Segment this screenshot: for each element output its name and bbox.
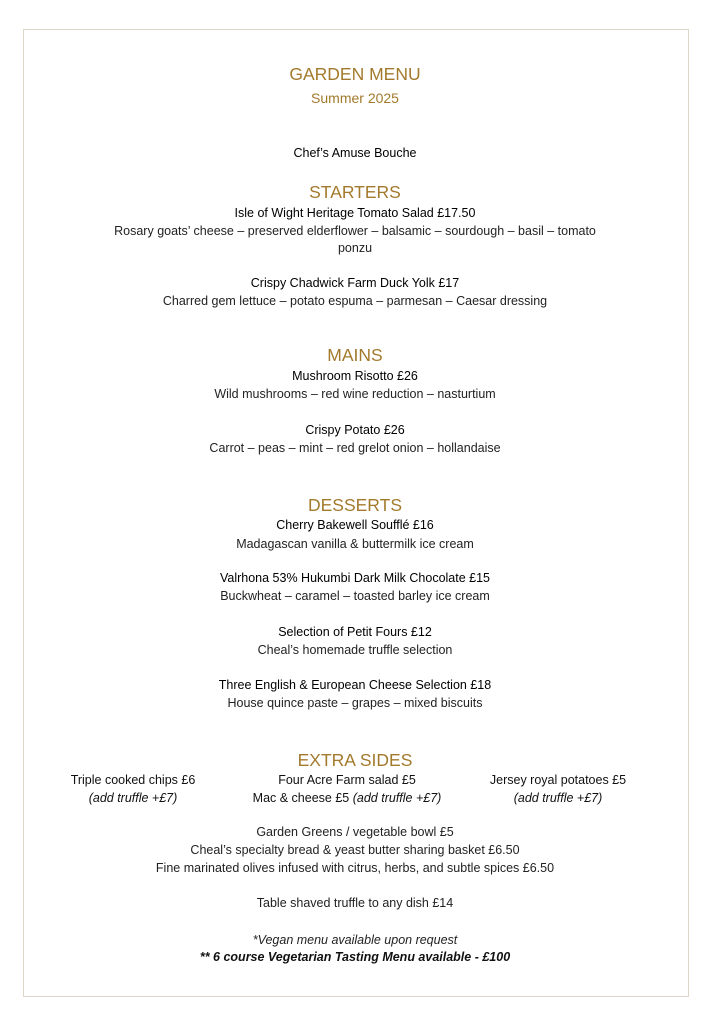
- dish-name: Crispy Potato £26: [305, 423, 405, 437]
- side-note: (add truffle +£7): [352, 791, 442, 805]
- side-name: Four Acre Farm salad £5: [278, 773, 416, 787]
- truffle-note: Table shaved truffle to any dish £14: [256, 896, 454, 910]
- dish-description: Carrot – peas – mint – red grelot onion – hollandaise: [209, 441, 501, 455]
- dish-description: Cheal’s homemade truffle selection: [257, 643, 453, 657]
- dish-description: Charred gem lettuce – potato espuma – parmesan – Caesar dressing: [162, 294, 548, 308]
- dish-description: Rosary goats’ cheese – preserved elderflower – balsamic – sourdough – basil – tomato: [114, 224, 596, 238]
- side-item: Garden Greens / vegetable bowl £5: [256, 825, 454, 839]
- dish-name: Mushroom Risotto £26: [292, 369, 418, 383]
- vegan-note: *Vegan menu available upon request: [252, 933, 458, 947]
- dish-name: Valrhona 53% Hukumbi Dark Milk Chocolate £15: [219, 571, 491, 585]
- dish-name: Crispy Chadwick Farm Duck Yolk £17: [250, 276, 460, 290]
- dish-description: Wild mushrooms – red wine reduction – nasturtium: [214, 387, 496, 401]
- dish-description: ponzu: [337, 241, 373, 255]
- tasting-menu-note: ** 6 course Vegetarian Tasting Menu available - £100: [199, 950, 511, 964]
- amuse-bouche: Chef’s Amuse Bouche: [293, 146, 417, 160]
- side-mac-cheese: [222, 790, 472, 806]
- side-item: Cheal’s specialty bread & yeast butter sharing basket £6.50: [190, 843, 520, 857]
- dish-name: Selection of Petit Fours £12: [278, 625, 432, 639]
- side-name: Jersey royal potatoes £5: [489, 773, 627, 787]
- starters-heading: STARTERS: [309, 182, 401, 202]
- side-note: (add truffle +£7): [88, 791, 178, 805]
- side-note: (add truffle +£7): [513, 791, 603, 805]
- sides-heading: EXTRA SIDES: [297, 750, 413, 770]
- dish-name: Cherry Bakewell Soufflé £16: [276, 518, 434, 532]
- dish-description: Madagascan vanilla & buttermilk ice cream: [236, 537, 474, 551]
- mains-heading: MAINS: [327, 345, 383, 365]
- menu-title: GARDEN MENU: [289, 64, 421, 84]
- side-item: Fine marinated olives infused with citrus, herbs, and subtle spices £6.50: [155, 861, 555, 875]
- desserts-heading: DESSERTS: [307, 495, 402, 515]
- dish-description: House quince paste – grapes – mixed biscuits: [227, 696, 483, 710]
- dish-name: Three English & European Cheese Selection £18: [218, 678, 492, 692]
- dish-name: Isle of Wight Heritage Tomato Salad £17.50: [234, 206, 476, 220]
- side-name: Triple cooked chips £6: [70, 773, 196, 787]
- side-name: Mac & cheese £5: [252, 791, 350, 805]
- dish-description: Buckwheat – caramel – toasted barley ice cream: [220, 589, 490, 603]
- menu-subtitle: Summer 2025: [311, 90, 399, 106]
